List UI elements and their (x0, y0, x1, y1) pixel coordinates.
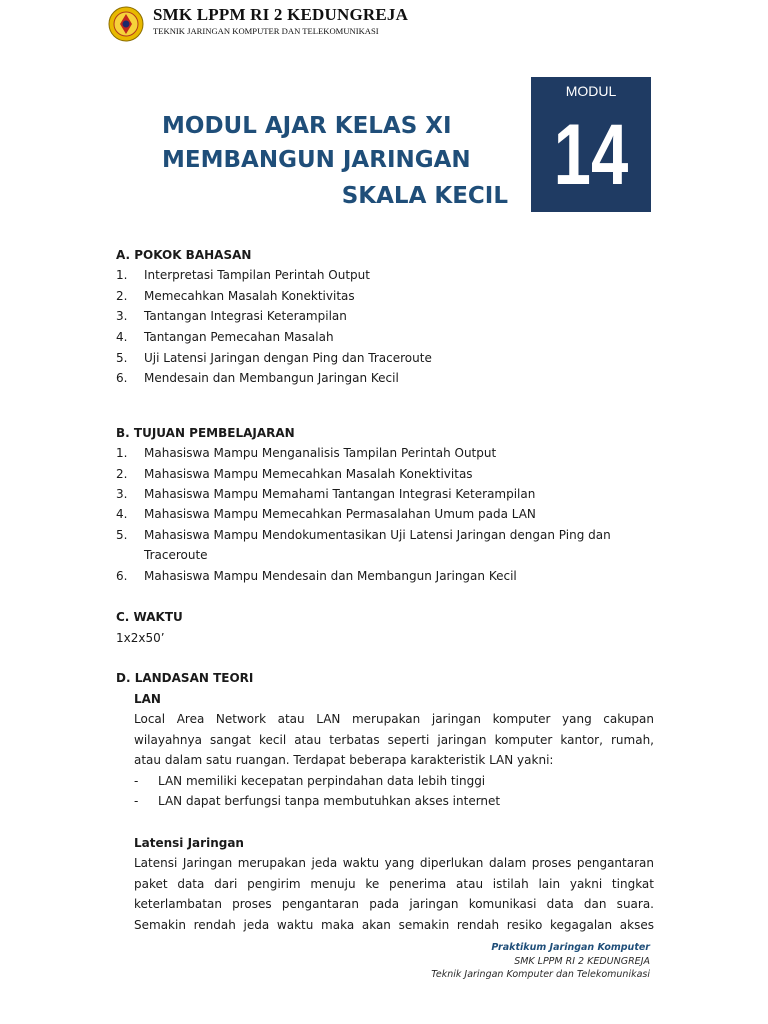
school-name: SMK LPPM RI 2 KEDUNGREJA (153, 5, 409, 24)
list-number: 1. (116, 446, 128, 460)
section-a-heading: A. POKOK BAHASAN (116, 248, 252, 262)
list-number: 6. (116, 569, 128, 583)
list-number: 2. (116, 289, 128, 303)
lan-paragraph-line: atau dalam satu ruangan. Terdapat beberapa karakteristik LAN yakni: (134, 753, 554, 767)
lan-subheading: LAN (134, 692, 161, 706)
list-item (116, 265, 370, 286)
section-b-heading: B. TUJUAN PEMBELAJARAN (116, 426, 295, 440)
list-text: Mahasiswa Mampu Mendokumentasikan Uji Latensi Jaringan dengan Ping dan (144, 528, 611, 542)
list-item (116, 327, 334, 348)
list-text: Mahasiswa Mampu Menganalisis Tampilan Perintah Output (144, 446, 497, 460)
list-text: Tantangan Pemecahan Masalah (144, 330, 334, 344)
school-department: TEKNIK JARINGAN KOMPUTER DAN TELEKOMUNIKASI (153, 26, 379, 36)
lan-bullet-item (134, 791, 500, 812)
list-item (116, 368, 399, 389)
duration-value: 1x2x50’ (116, 631, 165, 645)
latency-paragraph-line: keterlambatan proses pengantaran pada jaringan komunikasi data dan suara. (134, 897, 654, 911)
list-item (116, 286, 355, 307)
module-badge-number: 14 (553, 107, 629, 203)
bullet-dash: - (134, 794, 139, 808)
title-line-3: SKALA KECIL (341, 183, 508, 209)
list-text: Uji Latensi Jaringan dengan Ping dan Traceroute (144, 351, 432, 365)
module-badge-label: MODUL (565, 83, 617, 99)
bullet-dash: - (134, 774, 139, 788)
list-number: 4. (116, 507, 128, 521)
latency-paragraph-line: paket data dari pengirim menuju ke penerima atau istilah lain yakni tingkat (134, 877, 654, 891)
list-item (116, 348, 432, 369)
list-number: 3. (116, 487, 128, 501)
list-number: 5. (116, 351, 128, 365)
list-item (116, 504, 536, 525)
list-item (116, 484, 535, 505)
list-number: 4. (116, 330, 128, 344)
bullet-text: LAN memiliki kecepatan perpindahan data lebih tinggi (158, 774, 486, 788)
school-logo (108, 6, 144, 42)
list-item-continuation: Traceroute (144, 548, 208, 562)
list-text: Mahasiswa Mampu Memahami Tantangan Integrasi Keterampilan (144, 487, 536, 501)
list-item (116, 306, 347, 327)
list-number: 5. (116, 528, 128, 542)
list-text: Memecahkan Masalah Konektivitas (144, 289, 355, 303)
list-text: Mahasiswa Mampu Memecahkan Permasalahan Umum pada LAN (144, 507, 536, 521)
latency-paragraph-line: Latensi Jaringan merupakan jeda waktu yang diperlukan dalam proses pengantaran (134, 856, 654, 870)
list-item (116, 525, 611, 546)
list-item (116, 566, 517, 587)
title-line-1: MODUL AJAR KELAS XI (162, 113, 452, 139)
list-text: Tantangan Integrasi Keterampilan (144, 309, 347, 323)
list-text: Mendesain dan Membangun Jaringan Kecil (144, 371, 399, 385)
lan-paragraph-line: wilayahnya sangat kecil atau terbatas seperti jaringan komputer kantor, rumah, (134, 733, 654, 747)
list-item (116, 443, 496, 464)
module-badge (531, 77, 651, 212)
list-number: 1. (116, 268, 128, 282)
lan-paragraph-line: Local Area Network atau LAN merupakan jaringan komputer yang cakupan (134, 712, 654, 726)
list-text: Interpretasi Tampilan Perintah Output (144, 268, 370, 282)
section-c-heading: C. WAKTU (116, 610, 183, 624)
list-number: 6. (116, 371, 128, 385)
lan-bullet-item (134, 771, 485, 792)
footer-course: Praktikum Jaringan Komputer (491, 942, 650, 953)
title-line-2: MEMBANGUN JARINGAN (162, 147, 471, 173)
footer-school: SMK LPPM RI 2 KEDUNGREJA (514, 956, 650, 967)
section-d-heading: D. LANDASAN TEORI (116, 671, 254, 685)
list-text: Mahasiswa Mampu Memecahkan Masalah Konektivitas (144, 467, 473, 481)
latency-subheading: Latensi Jaringan (134, 836, 244, 850)
list-item (116, 464, 473, 485)
footer-department: Teknik Jaringan Komputer dan Telekomunikasi (431, 969, 650, 980)
list-number: 2. (116, 467, 128, 481)
list-number: 3. (116, 309, 128, 323)
latency-paragraph-line: Semakin rendah jeda waktu maka akan semakin rendah resiko kegagalan akses (134, 918, 654, 932)
bullet-text: LAN dapat berfungsi tanpa membutuhkan akses internet (158, 794, 501, 808)
list-text: Mahasiswa Mampu Mendesain dan Membangun Jaringan Kecil (144, 569, 517, 583)
